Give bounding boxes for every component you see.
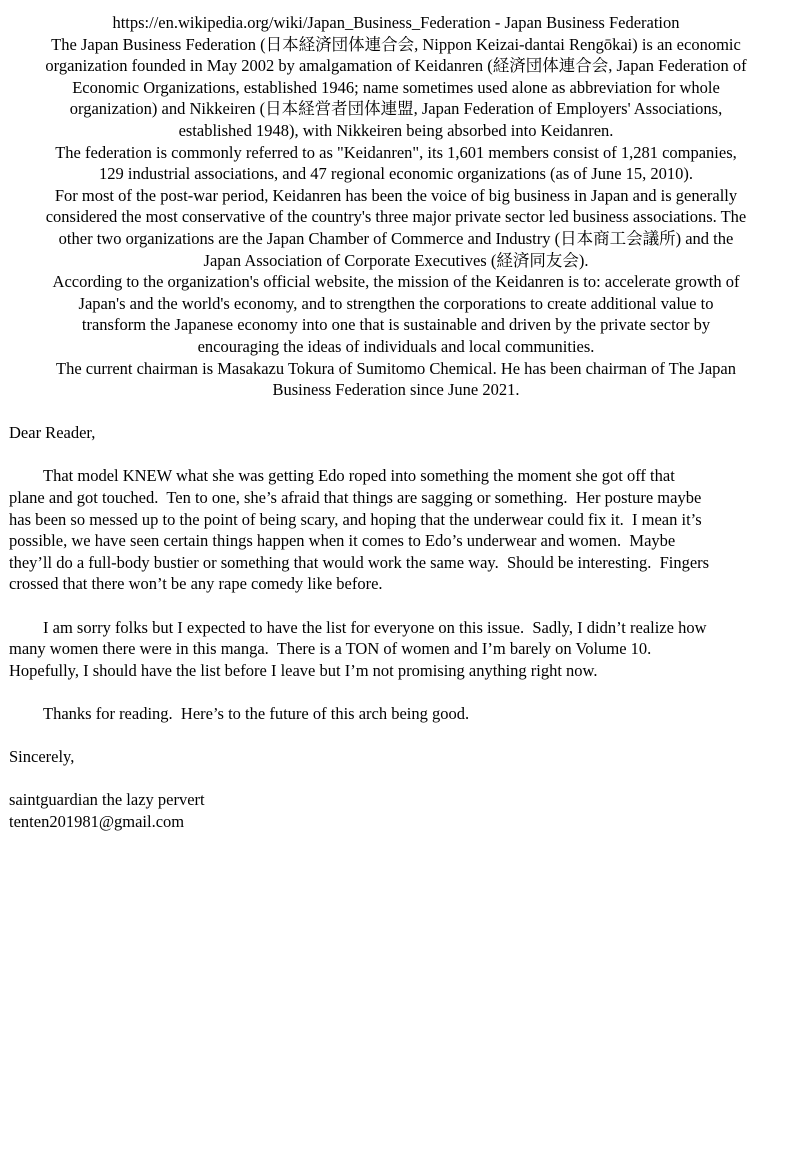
blank-line <box>9 595 783 617</box>
letter-line: crossed that there won’t be any rape comedy like before. <box>9 574 383 594</box>
letter-line: Hopefully, I should have the list before I leave but I’m not promising anything right now. <box>9 660 598 680</box>
wiki-line: established 1948), with Nikkeiren being absorbed into Keidanren. <box>178 120 614 140</box>
signature-email: tenten201981@gmail.com <box>9 811 185 831</box>
wiki-line: other two organizations are the Japan Chamber of Commerce and Industry (日本商工会議所) and the <box>58 228 734 248</box>
letter-paragraph-3 <box>9 703 783 725</box>
wiki-line: For most of the post-war period, Keidanren has been the voice of big business in Japan and is generally <box>54 185 738 205</box>
wiki-line: According to the organization's official website, the mission of the Keidanren is to: accelerate growth of <box>52 272 740 292</box>
letter-paragraph-1 <box>9 465 783 595</box>
wiki-line: Japan Association of Corporate Executives (経済同友会). <box>203 250 589 270</box>
letter-line: has been so messed up to the point of being scary, and hoping that the underwear could fix it. I mean it’s <box>9 509 702 529</box>
closing: Sincerely, <box>9 747 75 767</box>
letter-line: possible, we have seen certain things happen when it comes to Edo’s underwear and women. Maybe <box>9 531 676 551</box>
blank-line <box>9 725 783 747</box>
blank-line <box>9 768 783 790</box>
wiki-line: considered the most conservative of the country's three major private sector led business associations. The <box>45 207 747 227</box>
wiki-excerpt <box>9 12 783 401</box>
blank-line <box>9 401 783 423</box>
wiki-line: Business Federation since June 2021. <box>272 380 520 400</box>
signature-block <box>9 789 783 832</box>
wiki-line: The current chairman is Masakazu Tokura of Sumitomo Chemical. He has been chairman of The Japan <box>55 358 736 378</box>
wiki-line: Japan's and the world's economy, and to strengthen the corporations to create additional value to <box>78 293 714 313</box>
letter-paragraph-2 <box>9 617 783 682</box>
letter-line: I am sorry folks but I expected to have the list for everyone on this issue. Sadly, I didn’t realize how <box>43 617 707 637</box>
wiki-line: Economic Organizations, established 1946; name sometimes used alone as abbreviation for whole <box>72 77 720 97</box>
wiki-line: transform the Japanese economy into one that is sustainable and driven by the private sector by <box>81 315 711 335</box>
letter-line: plane and got touched. Ten to one, she’s afraid that things are sagging or something. Her posture maybe <box>9 488 702 508</box>
salutation: Dear Reader, <box>9 423 96 443</box>
blank-line <box>9 444 783 466</box>
wiki-line: 129 industrial associations, and 47 regional economic organizations (as of June 15, 2010). <box>98 164 694 184</box>
letter-line: many women there were in this manga. There is a TON of women and I’m barely on Volume 10. <box>9 639 652 659</box>
wiki-line: The Japan Business Federation (日本経済団体連合会, Nippon Keizai-dantai Rengōkai) is an economic <box>51 34 741 54</box>
blank-line <box>9 681 783 703</box>
signature-name: saintguardian the lazy pervert <box>9 790 205 810</box>
letter-line: That model KNEW what she was getting Edo roped into something the moment she got off that <box>43 466 675 486</box>
letter-line: Thanks for reading. Here’s to the future of this arch being good. <box>43 704 470 723</box>
wiki-line: The federation is commonly referred to as "Keidanren", its 1,601 members consist of 1,281 companies, <box>55 142 737 162</box>
wiki-line: encouraging the ideas of individuals and local communities. <box>197 336 595 356</box>
letter-line: they’ll do a full-body bustier or something that would work the same way. Should be interesting. Fingers <box>9 552 710 572</box>
wiki-line: organization founded in May 2002 by amalgamation of Keidanren (経済団体連合会, Japan Federation of <box>45 56 747 76</box>
source-url: https://en.wikipedia.org/wiki/Japan_Business_Federation - Japan Business Federation <box>112 13 680 32</box>
wiki-line: organization) and Nikkeiren (日本経営者団体連盟, Japan Federation of Employers' Associations, <box>69 99 723 119</box>
